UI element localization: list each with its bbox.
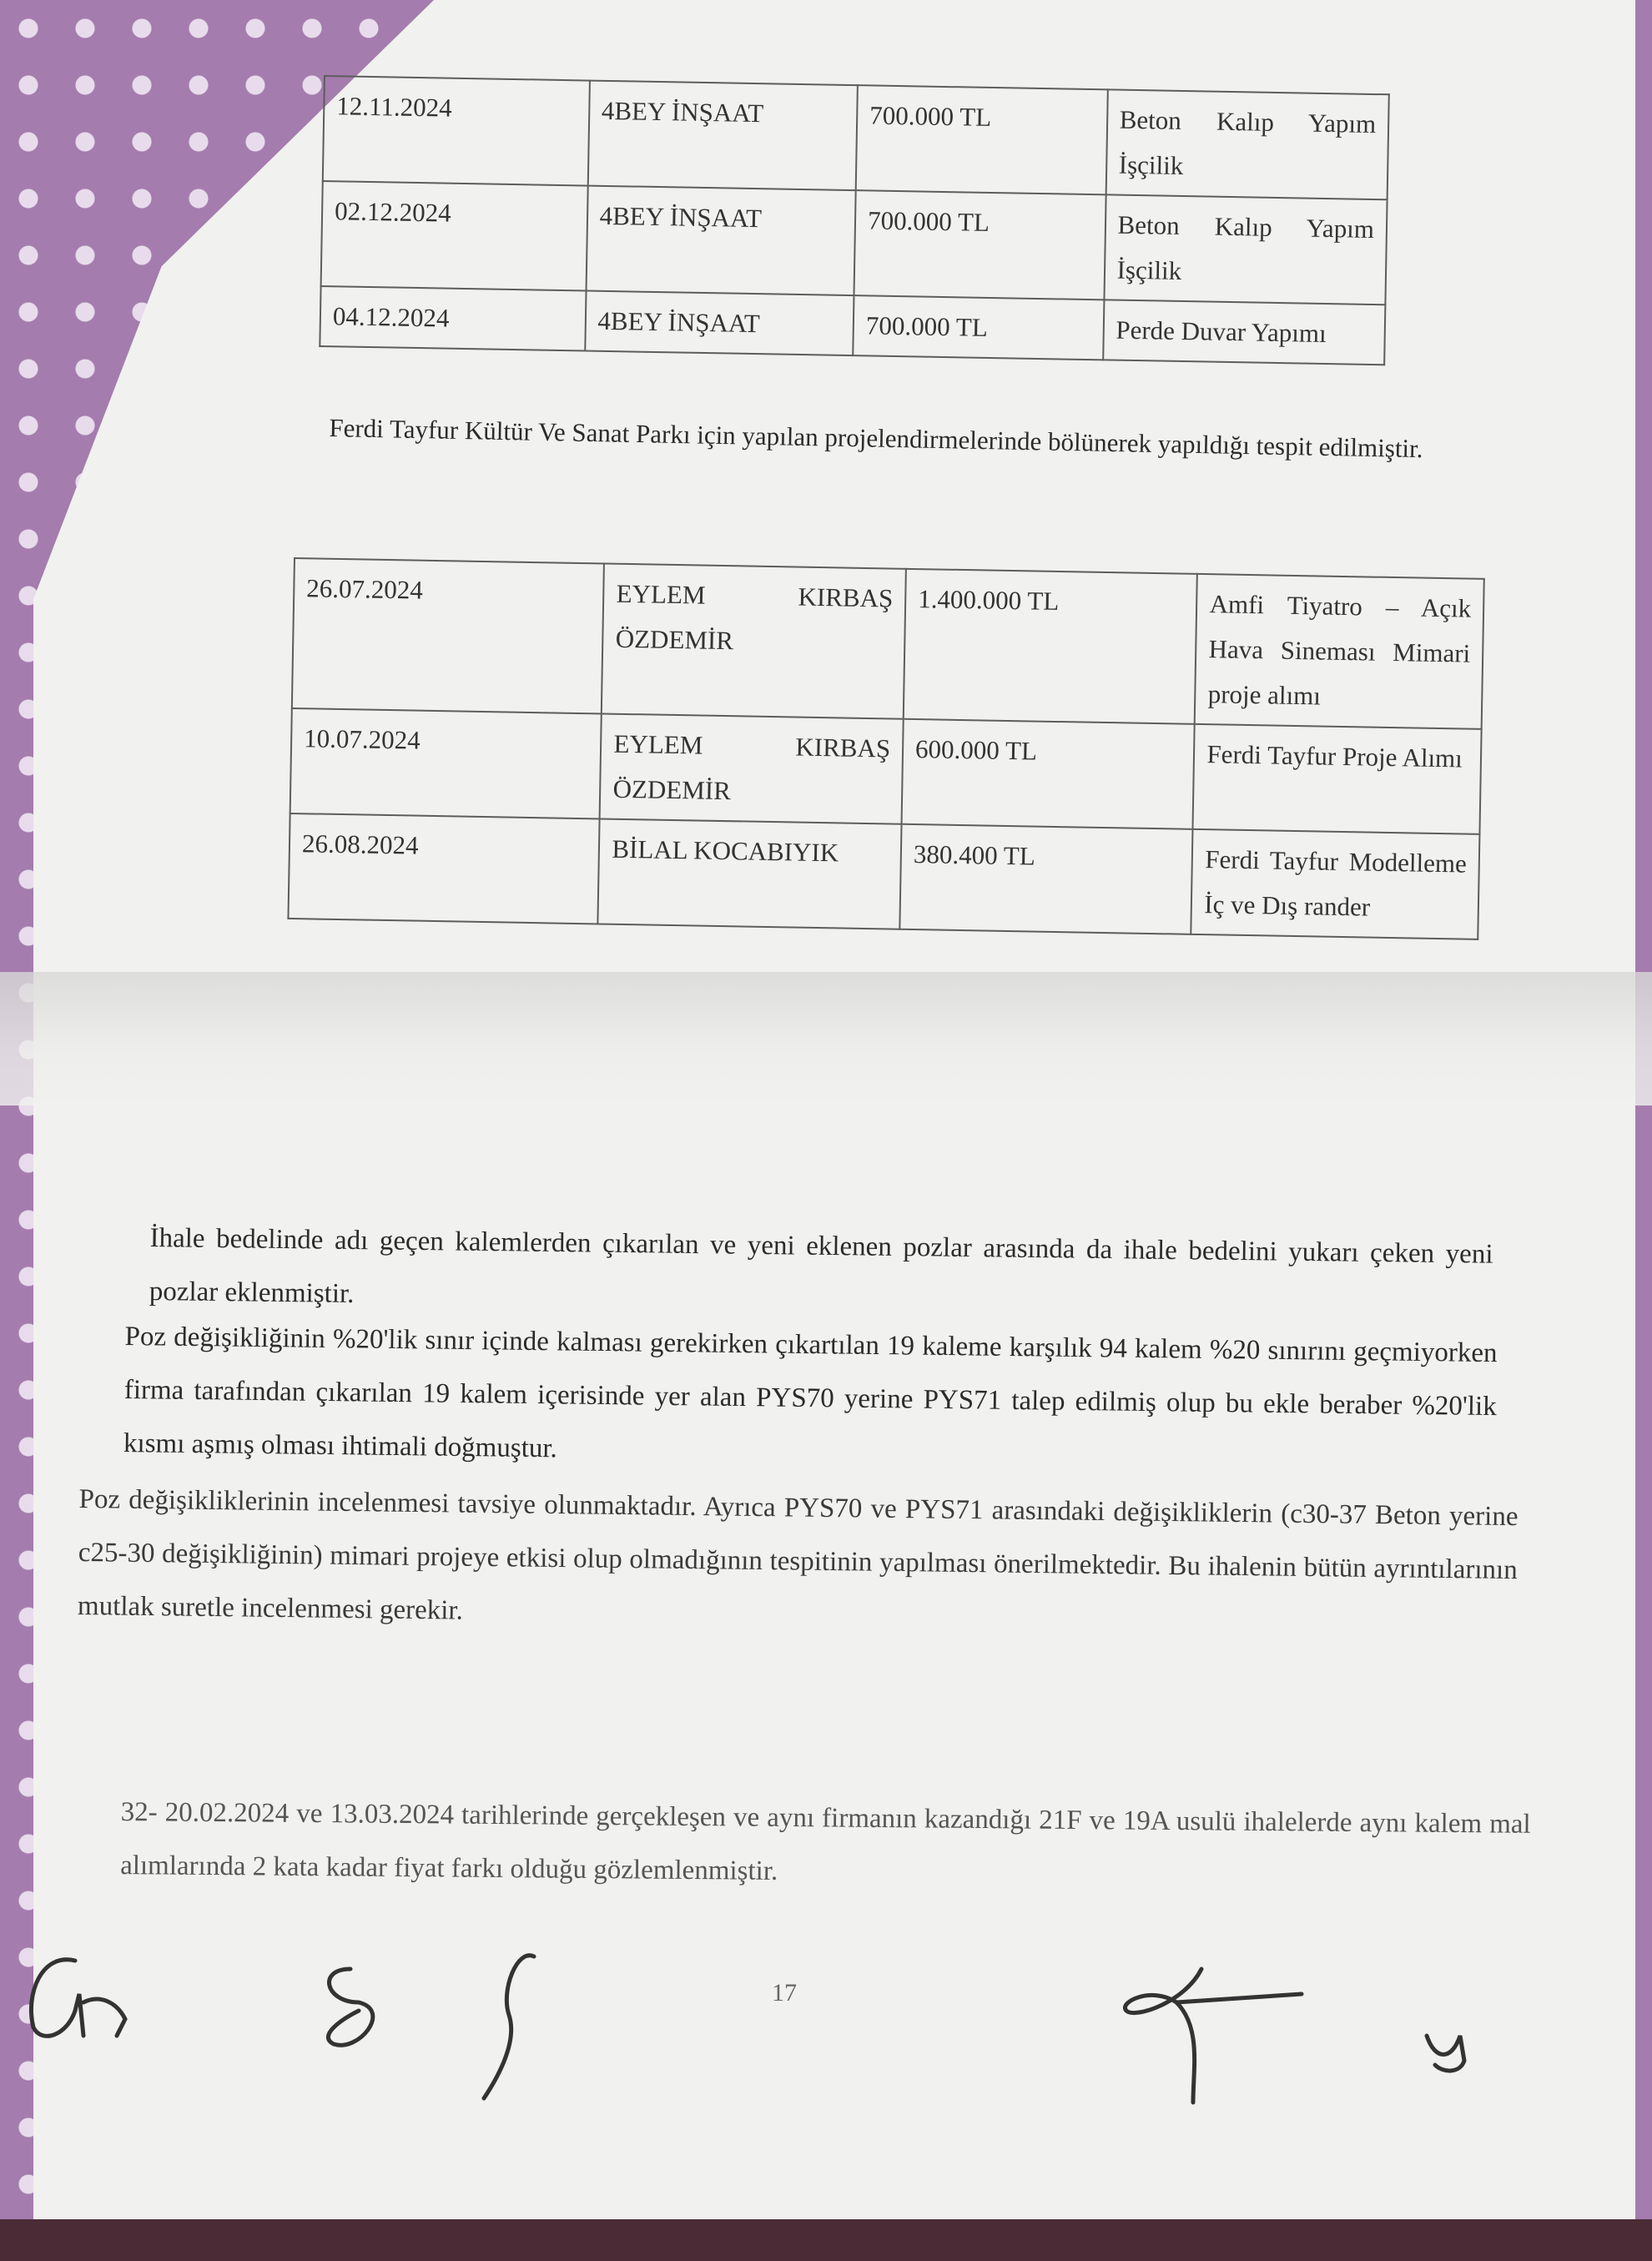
date-cell: 26.07.2024 [292, 558, 605, 713]
signature-2-icon [300, 1952, 417, 2077]
table-row [288, 813, 1479, 939]
signature-1-icon [17, 1944, 167, 2069]
company-cell: 4BEY İNŞAAT [587, 81, 858, 191]
company-cell: EYLEM KIRBAŞ ÖZDEMİR [600, 713, 904, 823]
table-row [323, 76, 1389, 199]
amount-cell: 380.400 TL [899, 824, 1193, 934]
signature-4-icon [1101, 1952, 1318, 2119]
paper-fold-shadow [0, 972, 1652, 1105]
amount-cell: 700.000 TL [854, 190, 1106, 300]
description-cell: Beton Kalıp Yapım İşçilik [1104, 194, 1388, 305]
table-row [292, 558, 1484, 729]
payments-table-construction [319, 75, 1389, 365]
paragraph-item-32: 32- 20.02.2024 ve 13.03.2024 tarihlerinde gerçekleşen ve aynı firmanın kazandığı 21F ve 19A usulü ihalelerde aynı kalem mal alımlarında 2 kata kadar fiyat farkı olduğu gözlemlenmiştir. [120, 1796, 1531, 1886]
amount-cell: 1.400.000 TL [904, 569, 1198, 724]
paragraph-new-items: İhale bedelinde adı geçen kalemlerden çıkarılan ve yeni eklenen pozlar arasında da ihale bedelini yukarı çeken yeni pozlar eklenmiştir. [149, 1222, 1493, 1309]
description-cell: Beton Kalıp Yapım İşçilik [1106, 89, 1389, 199]
table-row [321, 181, 1388, 305]
description-cell: Perde Duvar Yapımı [1103, 300, 1386, 365]
signature-3-icon [451, 1940, 567, 2107]
date-cell: 26.08.2024 [288, 813, 600, 924]
amount-cell: 700.000 TL [856, 85, 1108, 194]
date-cell: 12.11.2024 [323, 76, 590, 186]
company-cell: 4BEY İNŞAAT [586, 186, 856, 296]
date-cell: 04.12.2024 [320, 286, 586, 351]
amount-cell: 700.000 TL [853, 295, 1104, 360]
page-number: 17 [772, 1979, 797, 2007]
paragraph-item-changes: Poz değişikliğinin %20'lik sınır içinde kalması gerekirken çıkartılan 19 kaleme karşılık 94 kalem %20 sınırını geçmiyorken firma tarafından çıkarılan 19 kalem içerisinde yer alan PYS70 yerine PYS71 talep edilmiş olup bu ekle beraber %20'lik kısmı aşmış olması ihtimali doğmuştur. [123, 1321, 1498, 1464]
paragraph-project-split: Ferdi Tayfur Kültür Ve Sanat Parkı için yapılan projelendirmelerinde bölünerek yapıldığı tespit edilmiştir. [329, 412, 1423, 464]
description-cell: Ferdi Tayfur Proje Alımı [1193, 724, 1482, 834]
description-cell: Amfi Tiyatro – Açık Hava Sineması Mimari proje alımı [1195, 574, 1484, 729]
table-surface [0, 2219, 1652, 2261]
date-cell: 10.07.2024 [290, 708, 602, 818]
company-cell: EYLEM KIRBAŞ ÖZDEMİR [602, 563, 906, 718]
paragraph-recommendation: Poz değişikliklerinin incelenmesi tavsiye olunmaktadır. Ayrıca PYS70 ve PYS71 arasındaki değişikliklerin (c30-37 Beton yerine c25-30 değişikliğinin) mimari projeye etkisi olup olmadığının tespitinin yapılması önerilmektedir. Bu ihalenin bütün ayrıntılarının mutlak suretle incelenmesi gerekir. [77, 1483, 1519, 1626]
date-cell: 02.12.2024 [321, 181, 588, 291]
payments-table-projects [287, 557, 1484, 940]
table-row [290, 708, 1482, 834]
amount-cell: 600.000 TL [902, 719, 1196, 829]
company-cell: BİLAL KOCABIYIK [598, 818, 902, 929]
signature-5-icon [1418, 2019, 1493, 2077]
description-cell: Ferdi Tayfur Modelleme İç ve Dış rander [1191, 829, 1480, 939]
company-cell: 4BEY İNŞAAT [585, 291, 854, 356]
